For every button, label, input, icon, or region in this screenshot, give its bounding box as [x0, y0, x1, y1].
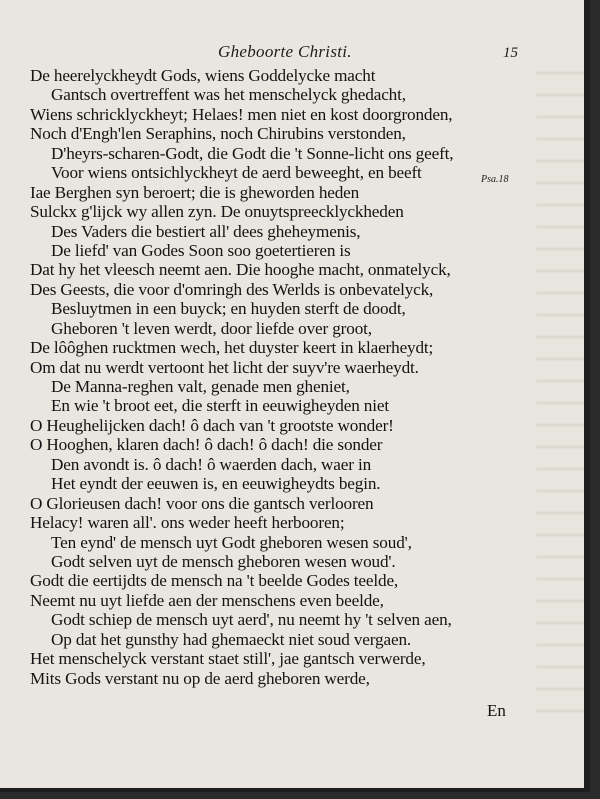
poem-line: Ten eynd' de mensch uyt Godt gheboren wesen soud', [51, 532, 412, 552]
poem-line: De liefd' van Godes Soon soo goetertieren is [51, 240, 351, 260]
poem-line: Des Geests, die voor d'omringh des Werlds is onbevatelyck, [30, 279, 434, 299]
poem-line: De heerelyckheydt Gods, wiens Goddelycke macht [30, 66, 376, 85]
poem-line: Op dat het gunsthy had ghemaeckt niet soud vergaen. [51, 629, 412, 649]
poem-line: Dat hy het vleesch neemt aen. Die hooghe macht, onmatelyck, [30, 260, 451, 280]
poem-line: Voor wiens ontsichlyckheyt de aerd beweeght, en beeft [51, 163, 422, 183]
page-header [0, 40, 584, 64]
poem-line: Gheboren 't leven werdt, door liefde over groot, [51, 318, 372, 338]
poem-line: Helacy! waren all'. ons weder heeft herbooren; [30, 513, 345, 533]
show-through-text [536, 60, 590, 720]
poem-line: Godt schiep de mensch uyt aerd', nu neemt hy 't selven aen, [51, 610, 452, 630]
poem-line: Mits Gods verstant nu op de aerd gheboren werde, [30, 668, 370, 688]
poem-line: Iae Berghen syn beroert; die is gheworden heden [30, 182, 360, 202]
poem-line: O Heughelijcken dach! ô dach van 't grootste wonder! [30, 415, 394, 435]
poem-line: O Hooghen, klaren dach! ô dach! ô dach! die sonder [30, 435, 383, 455]
poem-line: Besluytmen in een buyck; en huyden sterft de doodt, [51, 299, 406, 319]
poem-line: Noch d'Engh'len Seraphins, noch Chirubins verstonden, [30, 124, 406, 144]
poem-line: Godt die eertijdts de mensch na 't beelde Godes teelde, [30, 571, 399, 591]
poem-line: Neemt nu uyt liefde aen der menschens even beelde, [30, 590, 384, 610]
poem-line: Den avondt is. ô dach! ô waerden dach, waer in [51, 454, 372, 474]
poem-line: Des Vaders die bestiert all' dees gheheymenis, [51, 221, 361, 241]
page-number: 15 [503, 45, 518, 61]
poem-line: Het eyndt der eeuwen is, en eeuwigheydts begin. [51, 474, 381, 494]
poem-line: Het menschelyck verstant staet still', jae gantsch verwerde, [30, 649, 426, 669]
margin-note: Psa.18 [481, 174, 509, 185]
poem-line: D'heyrs-scharen-Godt, die Godt die 't Sonne-licht ons geeft, [51, 143, 454, 163]
poem-line: O Glorieusen dach! voor ons die gantsch verlooren [30, 493, 374, 513]
poem-line: Sulckx g'lijck wy allen zyn. De onuytspreecklyckheden [30, 202, 404, 222]
catchword: En [487, 701, 506, 720]
poem-line: Gantsch overtreffent was het menschelyck ghedacht, [51, 85, 406, 105]
poem-line: Godt selven uyt de mensch gheboren wesen woud'. [51, 551, 396, 571]
poem-text [30, 66, 530, 688]
poem-line: Wiens schricklyckheyt; Helaes! men niet en kost doorgronden, [30, 104, 453, 124]
running-head: Gheboorte Christi. [218, 42, 352, 61]
poem-line: Om dat nu werdt vertoont het licht der suyv're waerheydt. [30, 357, 419, 377]
poem-line: De lôôghen rucktmen wech, het duyster keert in klaerheydt; [30, 338, 434, 358]
poem-line: En wie 't broot eet, die sterft in eeuwigheyden niet [51, 396, 389, 416]
poem-line: De Manna-reghen valt, genade men gheniet, [51, 377, 350, 396]
